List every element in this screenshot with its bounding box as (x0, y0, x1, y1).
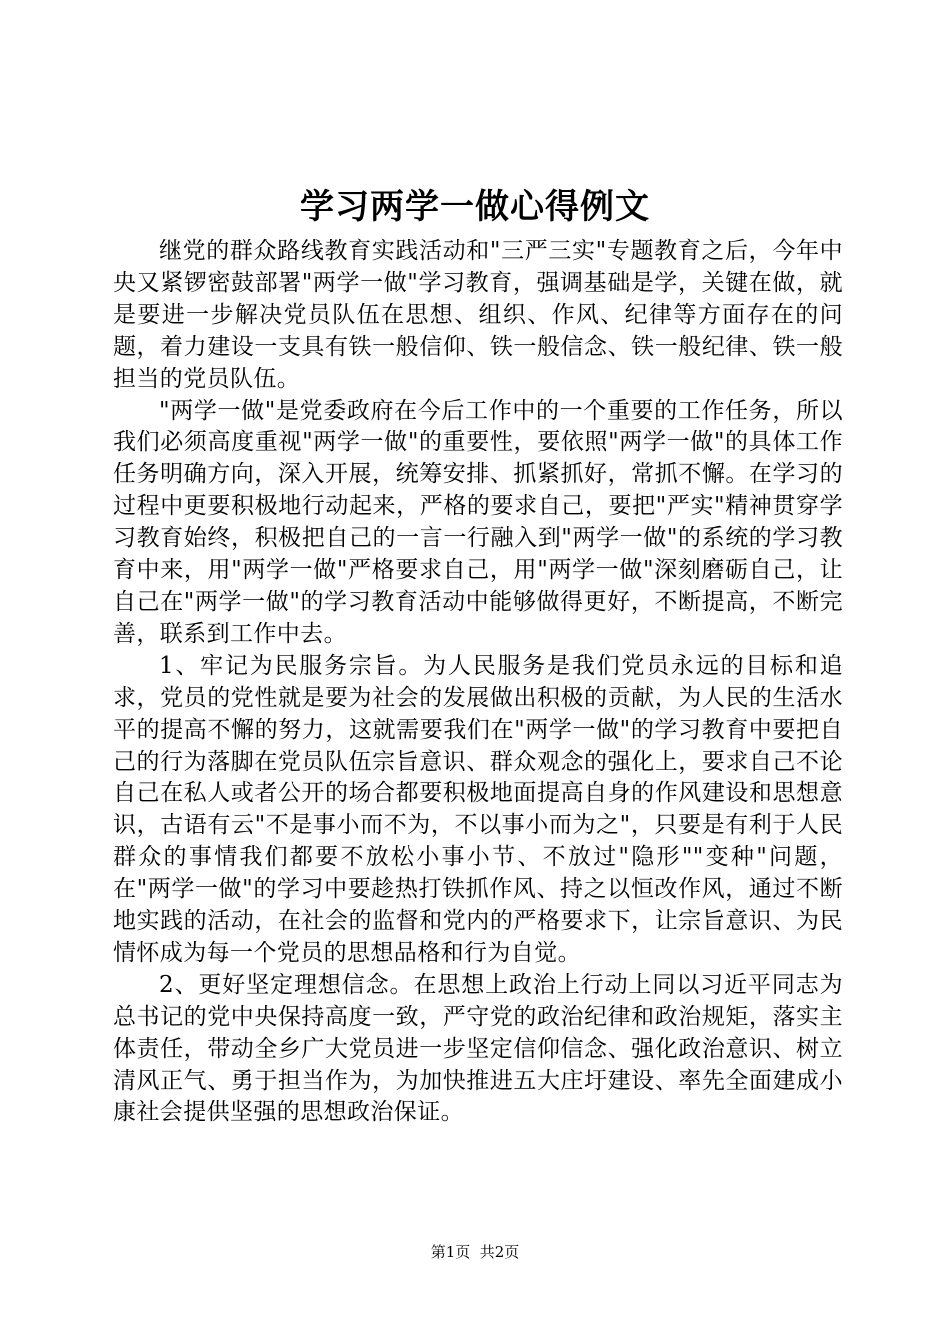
paragraph-point-1: 1、牢记为民服务宗旨。为人民服务是我们党员永远的目标和追求，党员的党性就是要为社会的发展做出积极的贡献，为人民的生活水平的提高不懈的努力，这就需要我们在"两学一做"的学习教育中要把自己的行为落脚在党员队伍宗旨意识、群众观念的强化上，要求自己不论自己在私人或者公开的场合都要积极地面提高自身的作风建设和思想意识，古语有云"不是事小而不为，不以事小而为之"，只要是有利于人民群众的事情我们都要不放松小事小节、不放过"隐形""变种"问题，在"两学一做"的学习中要趁热打铁抓作风、持之以恒改作风，通过不断地实践的活动，在社会的监督和党内的严格要求下，让宗旨意识、为民情怀成为每一个党员的思想品格和行为自觉。 (113, 652, 843, 966)
page-number: 第1页 共2页 (430, 1243, 520, 1261)
document-title: 学习两学一做心得例文 (300, 187, 650, 227)
document-body (113, 236, 843, 1129)
paragraph-point-2: 2、更好坚定理想信念。在思想上政治上行动上同以习近平同志为总书记的党中央保持高度一致，严守党的政治纪律和政治规矩，落实主体责任，带动全乡广大党员进一步坚定信仰信念、强化政治意识、树立清风正气、勇于担当作为，为加快推进五大庄圩建设、率先全面建成小康社会提供坚强的思想政治保证。 (113, 971, 843, 1126)
paragraph-task: "两学一做"是党委政府在今后工作中的一个重要的工作任务，所以我们必须高度重视"两学一做"的重要性，要依照"两学一做"的具体工作任务明确方向，深入开展，统筹安排、抓紧抓好，常抓不懈。在学习的过程中更要积极地行动起来，严格的要求自己，要把"严实"精神贯穿学习教育始终，积极把自己的一言一行融入到"两学一做"的系统的学习教育中来，用"两学一做"严格要求自己，用"两学一做"深刻磨砺自己，让自己在"两学一做"的学习教育活动中能够做得更好，不断提高，不断完善，联系到工作中去。 (113, 397, 843, 647)
page-footer (0, 1241, 950, 1263)
paragraph-intro: 继党的群众路线教育实践活动和"三严三实"专题教育之后，今年中央又紧锣密鼓部署"两学一做"学习教育，强调基础是学，关键在做，就是要进一步解决党员队伍在思想、组织、作风、纪律等方面存在的问题，着力建设一支具有铁一般信仰、铁一般信念、铁一般纪律、铁一般担当的党员队伍。 (113, 238, 843, 392)
